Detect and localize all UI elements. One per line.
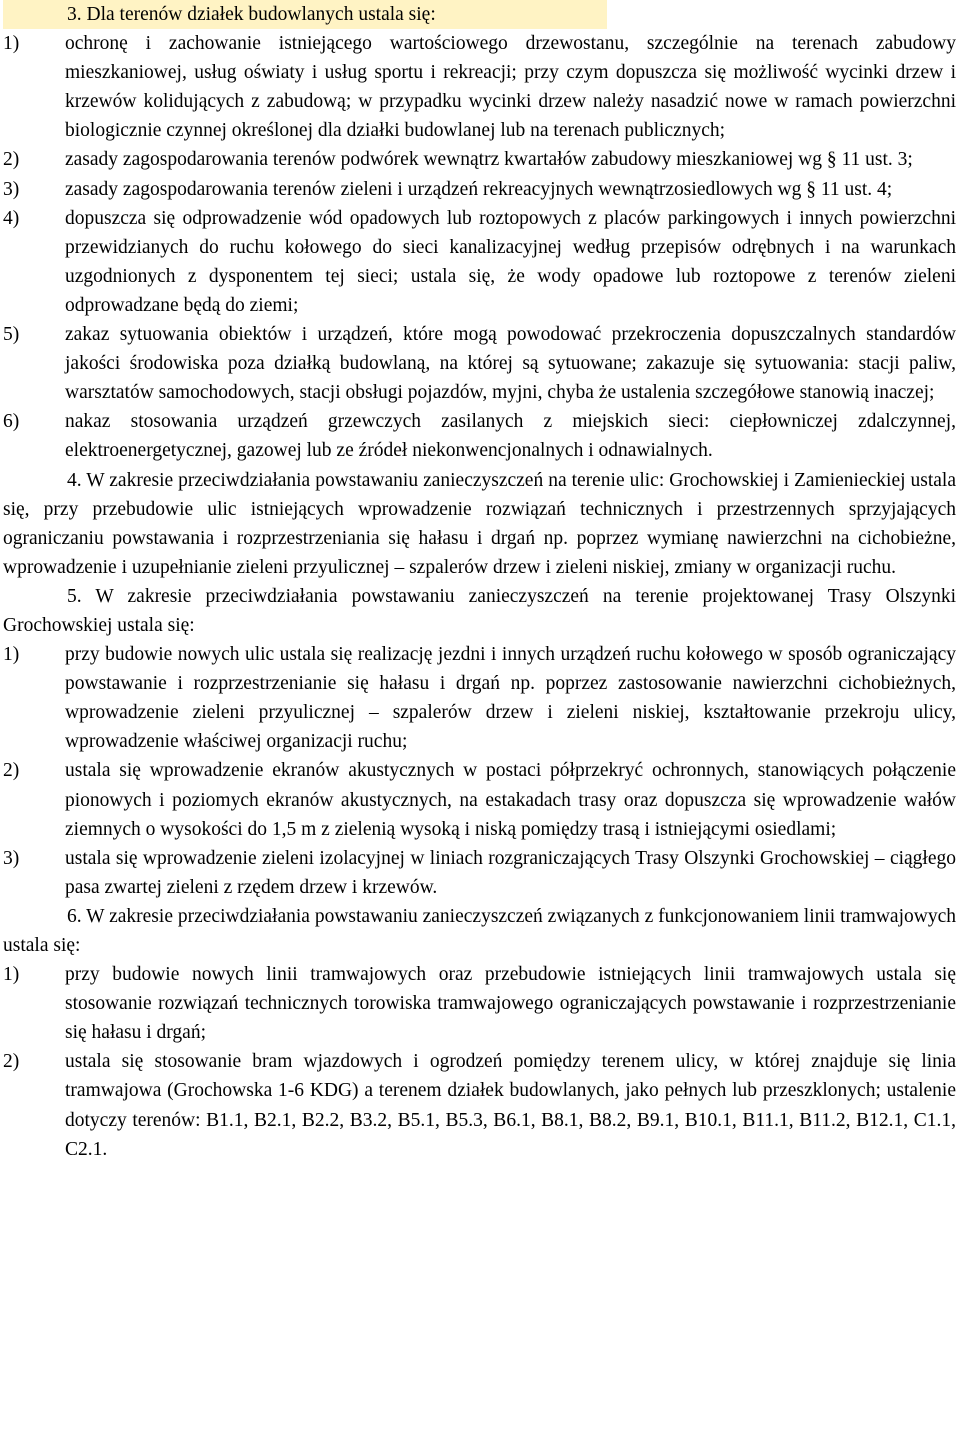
item-number: 2) bbox=[3, 1051, 20, 1073]
item-text: dopuszcza się odprowadzenie wód opadowych lub roztopowych z placów parkingowych i innych powierzchni przewidzianych do ruchu kołowego do sieci kanalizacyjnej według przepisów odrębnych i na warunkach uzgodnionych z dysponentem tej sieci; ustala się, że wody opadowe lub roztopowe z terenów zieleni odprowadzane będą do ziemi; bbox=[65, 207, 956, 316]
list-item bbox=[3, 204, 956, 320]
section-4-paragraph: 4. W zakresie przeciwdziałania powstawaniu zanieczyszczeń na terenie ulic: Grochowskiej i Zamienieckiej ustala się, przy przebudowie ulic istniejących wprowadzenie rozwiązań technicznych i przestrzennych sprzyjających ograniczaniu powstawania i rozprzestrzeniania się hałasu i drgań np. poprzez wymianę nawierzchni na cichobieżne, wprowadzenie i uzupełnianie zieleni przyulicznej – szpalerów drzew i zieleni niskiej, zmiany w organizacji ruchu. bbox=[3, 469, 956, 578]
list-item bbox=[3, 320, 956, 407]
list-item bbox=[3, 844, 956, 902]
section-5-intro: 5. W zakresie przeciwdziałania powstawaniu zanieczyszczeń na terenie projektowanej Trasy Olszynki Grochowskiej ustala się: bbox=[3, 585, 956, 636]
item-number: 3) bbox=[3, 847, 20, 869]
item-text: zasady zagospodarowania terenów podwórek wewnątrz kwartałów zabudowy mieszkaniowej wg § 11 ust. 3; bbox=[65, 149, 913, 171]
item-text: ustala się wprowadzenie ekranów akustycznych w postaci półprzekryć ochronnych, stanowiących połączenie pionowych i poziomych ekranów akustycznych, na estakadach trasy oraz dopuszcza się wprowadzenie wałów ziemnych o wysokości do 1,5 m z zielenią wysoką i niską pomiędzy trasą i istniejącymi osiedlami; bbox=[65, 760, 956, 840]
list-item bbox=[3, 960, 956, 1047]
item-number: 4) bbox=[3, 207, 20, 229]
item-text: zasady zagospodarowania terenów zieleni i urządzeń rekreacyjnych wewnątrzosiedlowych wg § 11 ust. 4; bbox=[65, 178, 893, 200]
item-number: 1) bbox=[3, 644, 20, 666]
list-item bbox=[3, 145, 956, 174]
item-number: 6) bbox=[3, 411, 20, 433]
section-3-heading: 3. Dla terenów działek budowlanych ustala się: bbox=[3, 0, 607, 29]
list-item bbox=[3, 175, 956, 204]
list-item bbox=[3, 407, 956, 465]
section-6-list bbox=[3, 960, 956, 1164]
item-number: 5) bbox=[3, 324, 20, 346]
item-number: 3) bbox=[3, 178, 20, 200]
list-item bbox=[3, 640, 956, 756]
item-number: 1) bbox=[3, 33, 20, 55]
list-item bbox=[3, 29, 956, 145]
list-item bbox=[3, 1047, 956, 1163]
item-number: 2) bbox=[3, 760, 20, 782]
item-number: 2) bbox=[3, 149, 20, 171]
section-3-list bbox=[3, 29, 956, 465]
item-text: przy budowie nowych ulic ustala się realizację jezdni i innych urządzeń ruchu kołowego w sposób ograniczający powstawanie i rozprzestrzenianie się hałasu i drgań np. poprzez zastosowanie nawierzchni cichobieżnych, wprowadzenie zieleni przyulicznej – szpalerów drzew i zieleni niskiej, kształtowanie przekroju ulicy, wprowadzenie właściwej organizacji ruchu; bbox=[65, 644, 956, 753]
item-text: zakaz sytuowania obiektów i urządzeń, które mogą powodować przekroczenia dopuszczalnych standardów jakości środowiska poza działką budowlaną, na której są sytuowane; zakazuje się sytuowania: stacji paliw, warsztatów samochodowych, stacji obsługi pojazdów, myjni, chyba że ustalenia szczegółowe stanowią inaczej; bbox=[65, 324, 956, 404]
list-item bbox=[3, 756, 956, 843]
section-6-intro: 6. W zakresie przeciwdziałania powstawaniu zanieczyszczeń związanych z funkcjonowaniem linii tramwajowych ustala się: bbox=[3, 905, 956, 956]
item-text: przy budowie nowych linii tramwajowych oraz przebudowie istniejących linii tramwajowych ustala się stosowanie rozwiązań technicznych torowiska tramwajowego ograniczających powstawanie i rozprzestrzenianie się hałasu i drgań; bbox=[65, 964, 956, 1044]
section-5-list bbox=[3, 640, 956, 902]
item-text: ustala się wprowadzenie zieleni izolacyjnej w liniach rozgraniczających Trasy Olszynki Grochowskiej – ciągłego pasa zwartej zieleni z rzędem drzew i krzewów. bbox=[65, 847, 956, 898]
item-number: 1) bbox=[3, 964, 20, 986]
item-text: nakaz stosowania urządzeń grzewczych zasilanych z miejskich sieci: ciepłowniczej zdalczynnej, elektroenergetycznej, gazowej lub ze źródeł niekonwencjonalnych i odnawialnych. bbox=[65, 411, 956, 462]
item-text: ochronę i zachowanie istniejącego wartościowego drzewostanu, szczególnie na terenach zabudowy mieszkaniowej, usług oświaty i usług sportu i rekreacji; przy czym dopuszcza się możliwość wycinki drzew i krzewów kolidujących z zabudową; w przypadku wycinki drzew należy nasadzić nowe w ramach powierzchni biologicznie czynnej określonej dla działki budowlanej lub na terenach publicznych; bbox=[65, 33, 956, 142]
item-text: ustala się stosowanie bram wjazdowych i ogrodzeń pomiędzy terenem ulicy, w której znajduje się linia tramwajowa (Grochowska 1-6 KDG) a terenem działek budowlanych, jako pełnych lub przeszklonych; ustalenie dotyczy terenów: B1.1, B2.1, B2.2, B3.2, B5.1, B5.3, B6.1, B8.1, B8.2, B9.1, B10.1, B11.1, B11.2, B12.1, C1.1, C2.1. bbox=[65, 1051, 956, 1160]
